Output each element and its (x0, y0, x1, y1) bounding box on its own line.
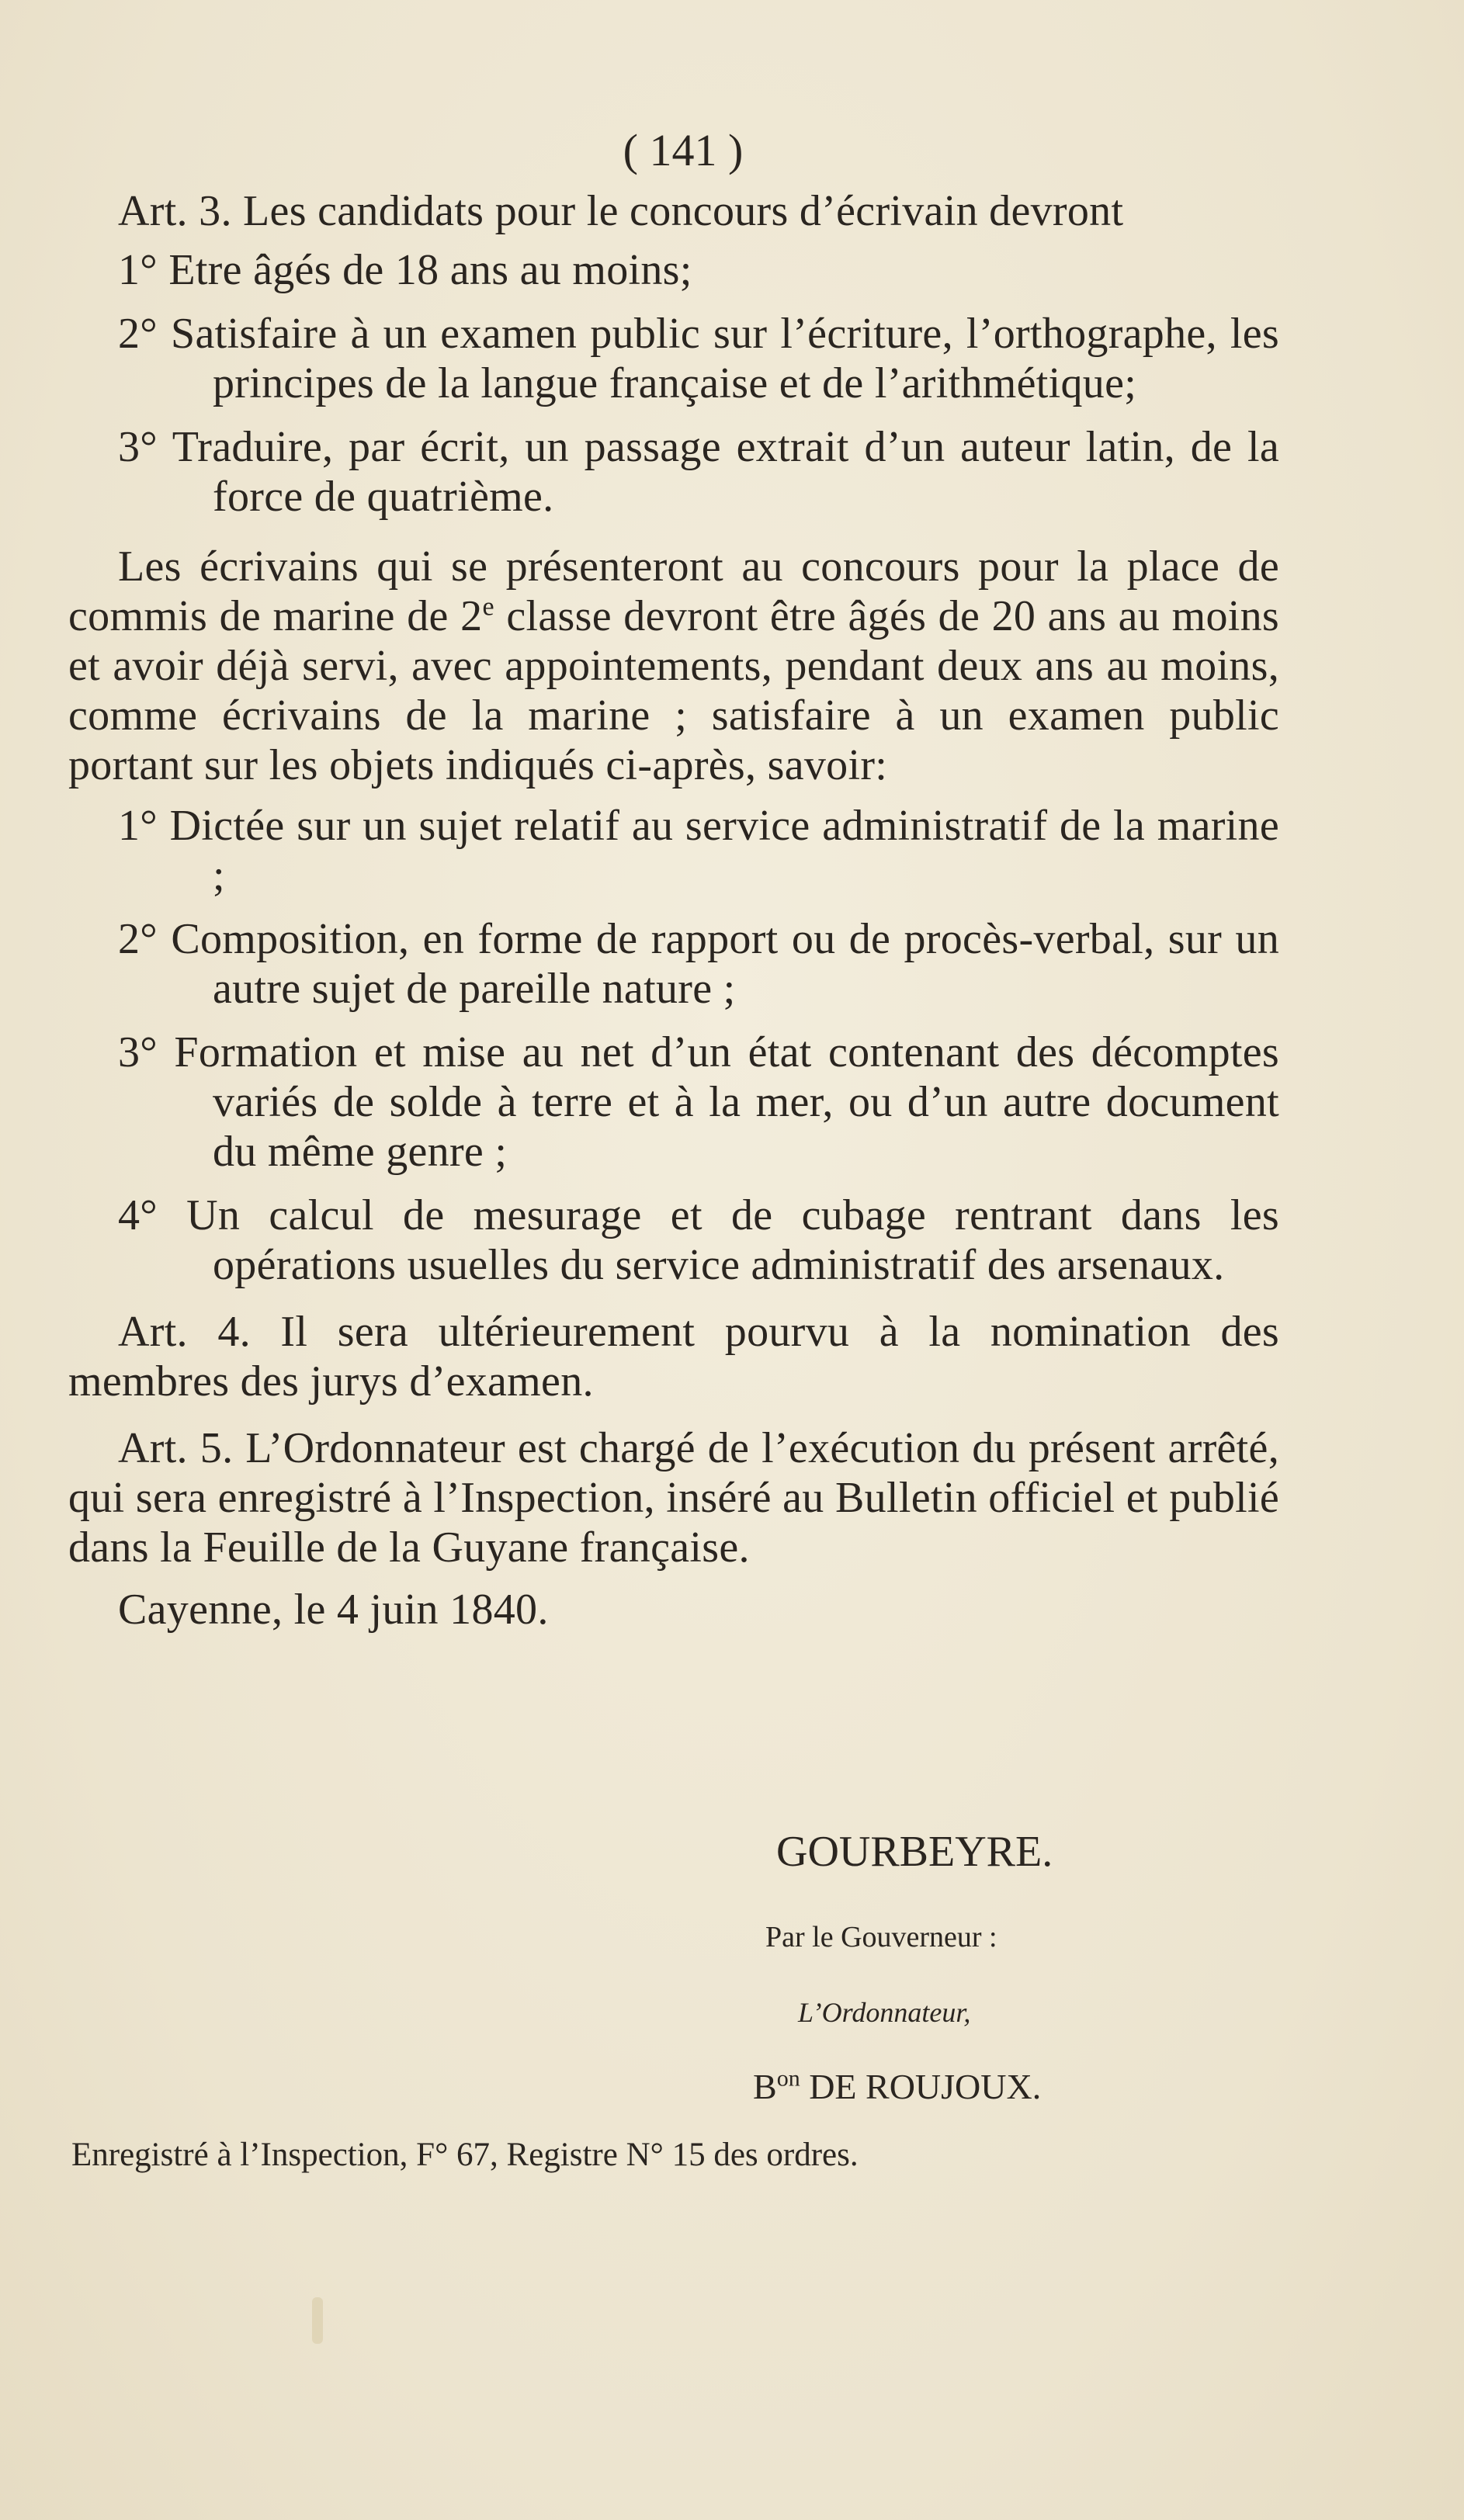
paragraph-text-b: classe devront être âgés de 20 ans au moins et avoir déjà servi, avec appointements, pendant deux ans au moins, comme écrivains de la marine ; satisfaire à un examen public portant sur les objets indiqués ci-après, savoir: (68, 592, 1279, 789)
ordonnateur-signature (753, 2066, 1041, 2107)
commis-paragraph (68, 542, 1279, 790)
item-number: 1° (118, 246, 158, 294)
article-3-intro: Art. 3. Les candidats pour le concours d’écrivain devront (118, 187, 1124, 235)
item-number: 2° (118, 310, 158, 358)
item-text: Traduire, par écrit, un passage extrait d’un auteur latin, de la force de quatrième. (172, 423, 1279, 521)
item-number: 3° (118, 1028, 158, 1076)
exam-item-1 (68, 801, 1279, 900)
article-3-item-1 (68, 245, 1279, 295)
governor-signature: GOURBEYRE. (776, 1828, 1053, 1876)
exam-item-3 (68, 1028, 1279, 1177)
article-5: Art. 5. L’Ordonnateur est chargé de l’exécution du présent arrêté, qui sera enregistré à l’Inspection, inséré au Bulletin officiel et publié dans la Feuille de la Guyane française. (68, 1424, 1279, 1572)
article-3-block (68, 186, 1279, 1634)
ordonnateur-title: L’Ordonnateur, (798, 1997, 971, 2028)
exam-item-4 (68, 1191, 1279, 1290)
item-number: 2° (118, 915, 158, 963)
exam-item-2 (68, 914, 1279, 1014)
item-number: 3° (118, 423, 158, 471)
item-number: 1° (118, 802, 158, 850)
page-number: ( 141 ) (623, 125, 744, 175)
ordinal-superscript: e (482, 592, 494, 622)
date-line: Cayenne, le 4 juin 1840. (118, 1586, 549, 1634)
par-le-gouverneur: Par le Gouverneur : (765, 1921, 997, 1953)
item-text: Satisfaire à un examen public sur l’écriture, l’orthographe, les principes de la langue française et de l’arithmétique; (171, 310, 1279, 407)
item-text: Composition, en forme de rapport ou de procès-verbal, sur un autre sujet de pareille nature ; (171, 915, 1279, 1013)
paper-stain (312, 2297, 323, 2344)
paragraph-text-a: Les écrivains qui se présenteront au concours pour la place de commis de marine de 2 (68, 542, 1279, 640)
item-text: Formation et mise au net d’un état contenant des décomptes variés de solde à terre et à la mer, ou d’un autre document du même genre ; (174, 1028, 1279, 1176)
item-text: Dictée sur un sujet relatif au service administratif de la marine ; (169, 802, 1279, 900)
item-text: Un calcul de mesurage et de cubage rentrant dans les opérations usuelles du service administratif des arsenaux. (186, 1191, 1279, 1289)
article-3-item-3 (68, 422, 1279, 522)
baron-abbreviation: B (753, 2067, 777, 2106)
item-text: Etre âgés de 18 ans au moins; (168, 246, 692, 294)
article-3-item-2 (68, 309, 1279, 408)
item-number: 4° (118, 1191, 158, 1239)
baron-name: DE ROUJOUX. (800, 2067, 1042, 2106)
registration-note: Enregistré à l’Inspection, F° 67, Registre N° 15 des ordres. (71, 2137, 859, 2173)
article-4: Art. 4. Il sera ultérieurement pourvu à la nomination des membres des jurys d’examen. (68, 1308, 1279, 1406)
baron-superscript: on (776, 2065, 800, 2092)
